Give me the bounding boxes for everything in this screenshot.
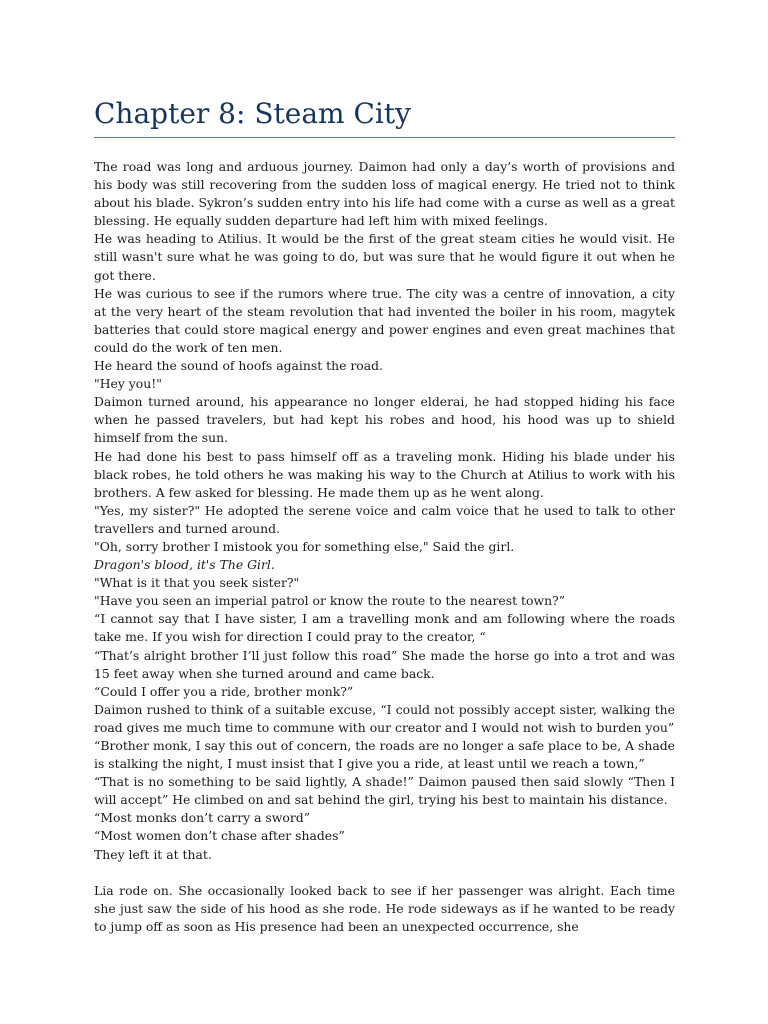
paragraph: He had done his best to pass himself off as a traveling monk. Hiding his blade under his black robes, he told others he was making his way to the Church at Atilius to work with his brothers. A few asked for blessing. He made them up as he went along. — [94, 448, 675, 500]
paragraph: "Hey you!" — [94, 376, 162, 392]
paragraph: “That is no something to be said lightly, A shade!” Daimon paused then said slowly “Then I will accept” He climbed on and sat behind the girl, trying his best to maintain his distance. — [94, 774, 675, 808]
paragraph: "Yes, my sister?" He adopted the serene voice and calm voice that he used to talk to other travellers and turned around. — [94, 502, 675, 536]
paragraph: The road was long and arduous journey. Daimon had only a day’s worth of provisions and his body was still recovering from the sudden loss of magical energy. He tried not to think about his blade. Sykron’s sudden entry into his life had come with a curse as well as a great blessing. He equally sudden departure had left him with mixed feelings. — [94, 159, 675, 229]
paragraph: "Oh, sorry brother I mistook you for something else," Said the girl. — [94, 538, 515, 554]
paragraph: He heard the sound of hoofs against the road. — [94, 358, 384, 374]
chapter-title: Chapter 8: Steam City — [94, 97, 411, 130]
chapter-body — [94, 158, 675, 936]
paragraph: “I cannot say that I have sister, I am a travelling monk and am following where the roads take me. If you wish for direction I could pray to the creator, “ — [94, 611, 675, 645]
paragraph: “Most monks don’t carry a sword” — [94, 810, 311, 826]
italic-thought: Dragon's blood, it's The Girl. — [94, 557, 275, 573]
paragraph: "What is it that you seek sister?" — [94, 575, 300, 591]
paragraph: “Brother monk, I say this out of concern, the roads are no longer a safe place to be, A shade is stalking the night, I must insist that I give you a ride, at least until we reach a town,” — [94, 738, 675, 772]
paragraph: “Could I offer you a ride, brother monk?” — [94, 683, 354, 699]
paragraph: He was curious to see if the rumors where true. The city was a centre of innovation, a city at the very heart of the steam revolution that had invented the boiler in his room, magytek batteries that could store magical energy and power engines and even great machines that could do the work of ten men. — [94, 285, 675, 355]
blank-line — [94, 864, 675, 882]
paragraph: Daimon turned around, his appearance no longer elderai, he had stopped hiding his face when he passed travelers, but had kept his robes and hood, his hood was up to shield himself from the sun. — [94, 394, 675, 446]
paragraph: “Most women don’t chase after shades” — [94, 828, 345, 844]
paragraph: Lia rode on. She occasionally looked back to see if her passenger was alright. Each time she just saw the side of his hood as she rode. He rode sideways as if he wanted to be ready to jump off as soon as His presence had been an unexpected occurrence, she — [94, 882, 675, 934]
paragraph: They left it at that. — [94, 846, 212, 862]
paragraph: He was heading to Atilius. It would be the first of the great steam cities he would visit. He still wasn't sure what he was going to do, but was sure that he would figure it out when he got there. — [94, 231, 675, 283]
paragraph: “That’s alright brother I’ll just follow this road” She made the horse go into a trot and was 15 feet away when she turned around and came back. — [94, 647, 675, 681]
title-underline-rule — [94, 137, 675, 138]
paragraph: Daimon rushed to think of a suitable excuse, “I could not possibly accept sister, walking the road gives me much time to commune with our creator and I would not wish to burden you” — [94, 701, 675, 735]
paragraph: "Have you seen an imperial patrol or know the route to the nearest town?” — [94, 593, 566, 609]
